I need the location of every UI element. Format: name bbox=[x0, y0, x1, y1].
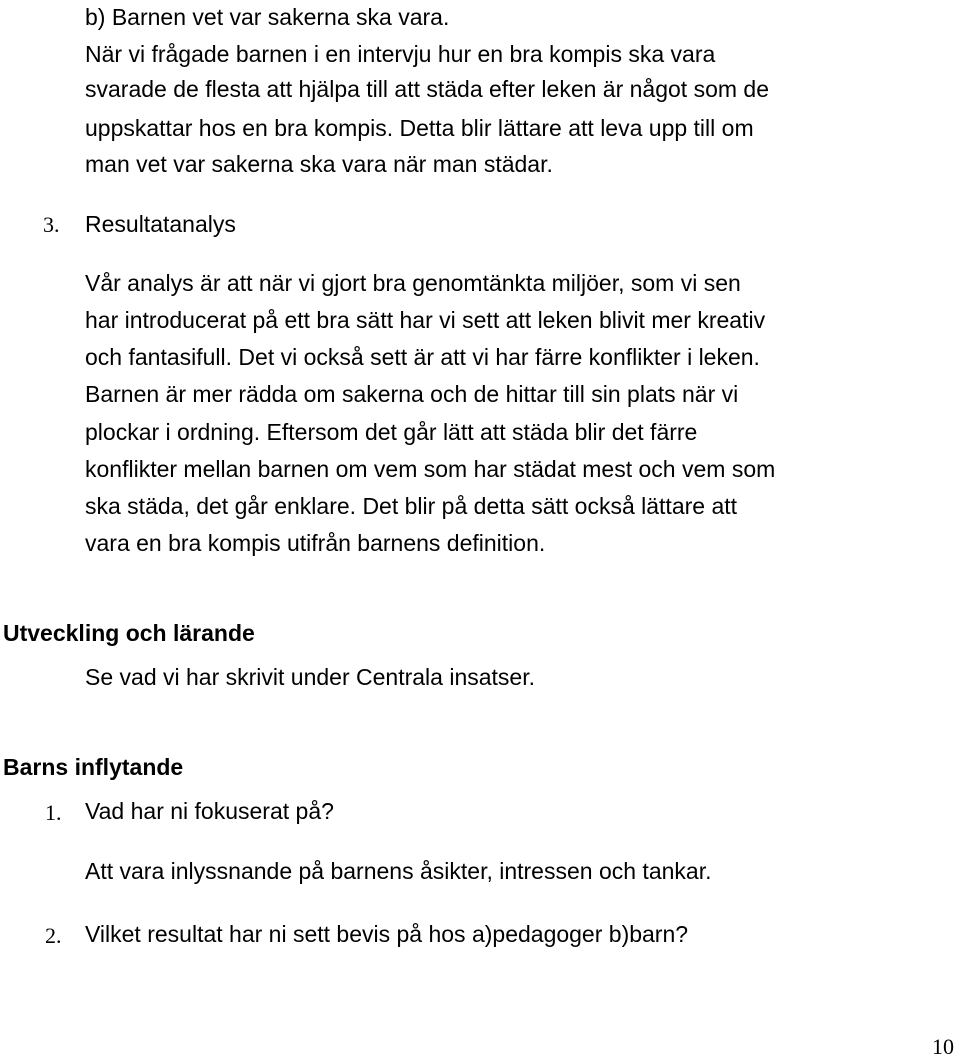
question-1-text: Vad har ni fokuserat på? bbox=[85, 798, 334, 824]
question-2-text: Vilket resultat har ni sett bevis på hos a)pedagoger b)barn? bbox=[85, 921, 689, 947]
section-b-heading: b) Barnen vet var sakerna ska vara. bbox=[85, 4, 450, 30]
question-1-number: 1. bbox=[45, 800, 62, 825]
question-2-number: 2. bbox=[45, 923, 62, 948]
analysis-line-4: Barnen är mer rädda om sakerna och de hittar till sin plats när vi bbox=[85, 381, 739, 407]
analysis-line-8: vara en bra kompis utifrån barnens definition. bbox=[85, 530, 546, 556]
answer-1-text: Att vara inlyssnande på barnens åsikter, intressen och tankar. bbox=[85, 858, 712, 884]
analysis-line-1: Vår analys är att när vi gjort bra genomtänkta miljöer, som vi sen bbox=[85, 270, 741, 296]
analysis-line-2: har introducerat på ett bra sätt har vi sett att leken blivit mer kreativ bbox=[85, 307, 766, 333]
section-b-line-2: svarade de flesta att hjälpa till att städa efter leken är något som de bbox=[85, 76, 770, 102]
section-3-number: 3. bbox=[43, 212, 60, 237]
utveckling-text: Se vad vi har skrivit under Centrala insatser. bbox=[85, 664, 535, 690]
section-3-title: Resultatanalys bbox=[85, 211, 236, 237]
section-b-line-4: man vet var sakerna ska vara när man städar. bbox=[85, 151, 553, 177]
page-number: 10 bbox=[932, 1034, 954, 1059]
analysis-line-3: och fantasifull. Det vi också sett är att vi har färre konflikter i leken. bbox=[85, 344, 760, 370]
inflytande-heading: Barns inflytande bbox=[3, 754, 184, 780]
analysis-line-5: plockar i ordning. Eftersom det går lätt att städa blir det färre bbox=[85, 419, 698, 445]
section-b-line-3: uppskattar hos en bra kompis. Detta blir lättare att leva upp till om bbox=[85, 115, 754, 141]
utveckling-heading: Utveckling och lärande bbox=[3, 620, 255, 646]
section-b-line-1: När vi frågade barnen i en intervju hur en bra kompis ska vara bbox=[85, 41, 716, 67]
analysis-line-6: konflikter mellan barnen om vem som har städat mest och vem som bbox=[85, 456, 776, 482]
analysis-line-7: ska städa, det går enklare. Det blir på detta sätt också lättare att bbox=[85, 493, 738, 519]
